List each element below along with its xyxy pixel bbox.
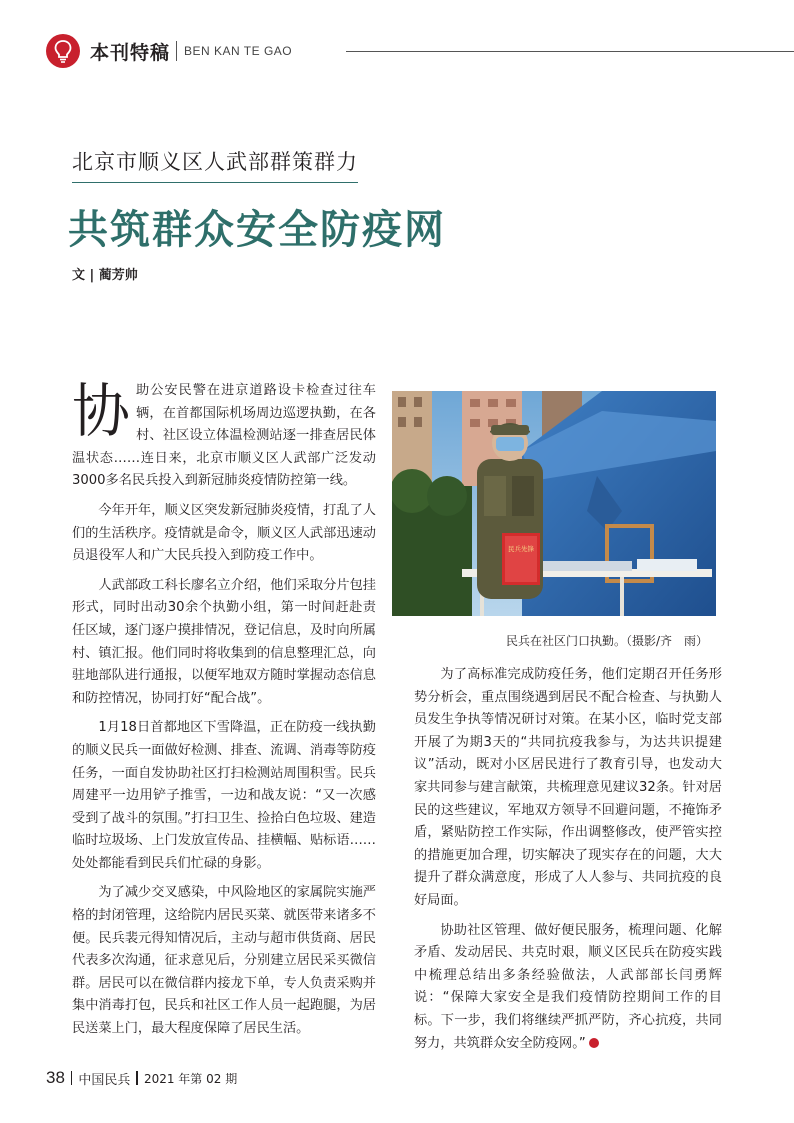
column-name-pinyin: BEN KAN TE GAO [184,44,293,58]
column-header [46,34,794,74]
footer-divider [71,1071,73,1085]
header-rule [346,51,794,52]
right-column [414,664,722,1055]
magazine-name: 中国民兵 [78,1072,131,1088]
article-kicker: 北京市顺义区人武部群策群力 [72,146,358,183]
photo-caption: 民兵在社区门口执勤。（摄影/齐 雨） [506,634,709,648]
body-paragraph: 为了高标准完成防疫任务，他们定期召开任务形势分析会，重点围绕遇到居民不配合检查、与执勤人员发生争执等情况研讨对策。在某小区，临时党支部开展了为期3天的“共同抗疫我参与，为达共识提建议”活动，既对小区居民进行了教育引导，也发动大家共同参与建言献策，共梳理意见建议32条。针对居民的这些建议，军地双方领导不回避问题，不掩饰矛盾，紧贴防控工作实际，作出调整修改，使严管实控的措施更加合理，切实解决了现实存在的问题，大大提升了群众满意度，形成了人人参与、共同抗疫的良好局面。 [414,667,722,908]
drop-cap: 协 [72,377,131,445]
lightbulb-icon [46,34,80,68]
lead-paragraph-text: 助公安民警在进京道路设卡检查过往车辆，在首都国际机场周边巡逻执勤，在各村、社区设立体温检测站逐一排查居民体温状态……连日来，北京市顺义区人武部广泛发动3000多名民兵投入到新冠肺炎疫情防控第一线。 [72,383,376,489]
footer-divider [136,1071,138,1085]
body-paragraph: 为了减少交叉感染，中风险地区的家属院实施严格的封闭管理，这给院内居民买菜、就医带来诸多不便。民兵裴元得知情况后，主动与超市供货商、居民代表多次沟通，征求意见后，分别建立居民采买微信群。居民可以在微信群内接龙下单，专人负责采购并集中消毒打包，民兵和社区工作人员一起跑腿，为居民送菜上门，最大程度保障了居民生活。 [72,885,376,1037]
article-photo [392,391,716,616]
article-title: 共筑群众安全防疫网 [68,207,446,253]
page-number: 38 [46,1068,65,1087]
page-footer [46,1067,237,1089]
header-divider [176,41,177,61]
lead-paragraph [72,377,376,493]
body-paragraph: 今年开年，顺义区突发新冠肺炎疫情，打乱了人们的生活秩序。疫情就是命令，顺义区人武部迅速动员退役军人和广大民兵投入到防疫工作中。 [72,502,376,564]
photo-sign-text: 民兵先锋 [508,545,534,553]
end-mark-icon [589,1038,599,1048]
body-paragraph: 人武部政工科长廖名立介绍，他们采取分片包挂形式，同时出动30余个执勤小组，第一时间赶赴责任区域，逐门逐户摸排情况，登记信息，及时向所属村、镇汇报。他们同时将收集到的信息整理汇总，向驻地部队进行通报，以便军地双方随时掌握动态信息和防控情况，协同打好“配合战”。 [72,577,376,706]
issue-label: 2021 年第 02 期 [143,1071,238,1086]
column-name: 本刊特稿 [90,42,171,64]
final-paragraph-text: 协助社区管理、做好便民服务，梳理问题、化解矛盾、发动居民、共克时艰，顺义区民兵在防疫实践中梳理总结出多条经验做法，人武部部长闫勇辉说：“保障大家安全是我们疫情防控期间工作的目标。下一步，我们将继续严抓严防，齐心抗疫，共同努力，共筑群众安全防疫网。” [414,922,722,1051]
body-paragraph: 1月18日首都地区下雪降温，正在防疫一线执勤的顺义民兵一面做好检测、排查、流调、消毒等防疫任务，一面自发协助社区打扫检测站周围积雪。民兵周建平一边用铲子推雪，一边和战友说：“又一次感受到了战斗的氛围。”打扫卫生、捡拾白色垃圾、建造临时垃圾场、上门发放宣传品、挂横幅、贴标语……处处都能看到民兵们忙碌的身影。 [72,720,376,871]
left-column [72,377,376,1041]
article-byline: 文 | 蔺芳帅 [72,268,138,283]
body-paragraph-final [414,920,722,1056]
